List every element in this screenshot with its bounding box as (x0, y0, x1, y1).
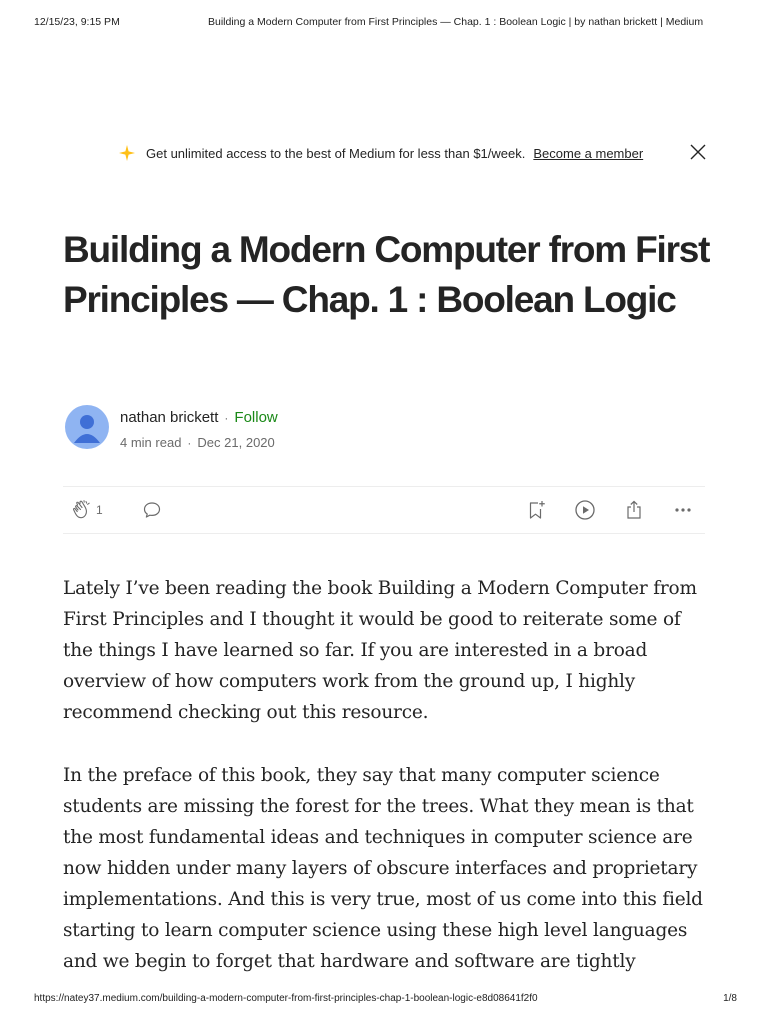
sparkle-icon (118, 144, 136, 162)
print-datetime: 12/15/23, 9:15 PM (34, 16, 120, 28)
paragraph: In the preface of this book, they say that many computer science students are missing the forest for the trees. What they mean is that the most fundamental ideas and techniques in computer science are now hidden under many layers of obscure interfaces and proprietary implementations. And this is very true, most of us come into this field starting to learn computer science using these high level languages and we begin to forget that hardware and software are tightly (63, 765, 703, 972)
comment-icon[interactable] (141, 499, 163, 521)
separator-dot: · (187, 436, 192, 450)
author-line (120, 409, 278, 426)
clap-count: 1 (96, 503, 103, 517)
page-number: 1/8 (723, 993, 737, 1004)
article-body (63, 573, 713, 978)
print-page-title: Building a Modern Computer from First Principles — Chap. 1 : Boolean Logic | by nathan brickett | Medium (208, 16, 704, 28)
paragraph: Lately I’ve been reading the book Building a Modern Computer from First Principles and I thought it would be good to reiterate some of the things I have learned so far. If you are interested in a broad overview of how computers work from the ground up, I highly recommend checking out this resource. (63, 578, 697, 723)
user-icon (65, 405, 109, 449)
print-footer (0, 993, 768, 1009)
author-name[interactable]: nathan brickett (120, 409, 219, 426)
banner-message: Get unlimited access to the best of Medium for less than $1/week. (146, 145, 526, 161)
author-byline (65, 405, 705, 451)
separator-dot: · (224, 411, 229, 425)
page-url: https://natey37.medium.com/building-a-modern-computer-from-first-principles-chap-1-boolean-logic-e8d08641f2f0 (34, 993, 538, 1004)
action-bar (63, 486, 705, 534)
play-icon[interactable] (574, 499, 596, 521)
membership-banner (118, 141, 718, 165)
more-icon[interactable] (672, 499, 694, 521)
close-icon[interactable] (689, 143, 707, 161)
share-icon[interactable] (623, 499, 645, 521)
follow-button[interactable]: Follow (234, 409, 278, 426)
article-title: Building a Modern Computer from First Principles — Chap. 1 : Boolean Logic (63, 229, 710, 320)
avatar[interactable] (65, 405, 109, 449)
clap-icon[interactable] (71, 499, 93, 521)
become-member-link[interactable]: Become a member (533, 145, 644, 161)
bookmark-add-icon[interactable] (525, 499, 547, 521)
publish-date: Dec 21, 2020 (197, 435, 275, 450)
read-time: 4 min read (120, 435, 182, 450)
article-meta (120, 435, 275, 450)
